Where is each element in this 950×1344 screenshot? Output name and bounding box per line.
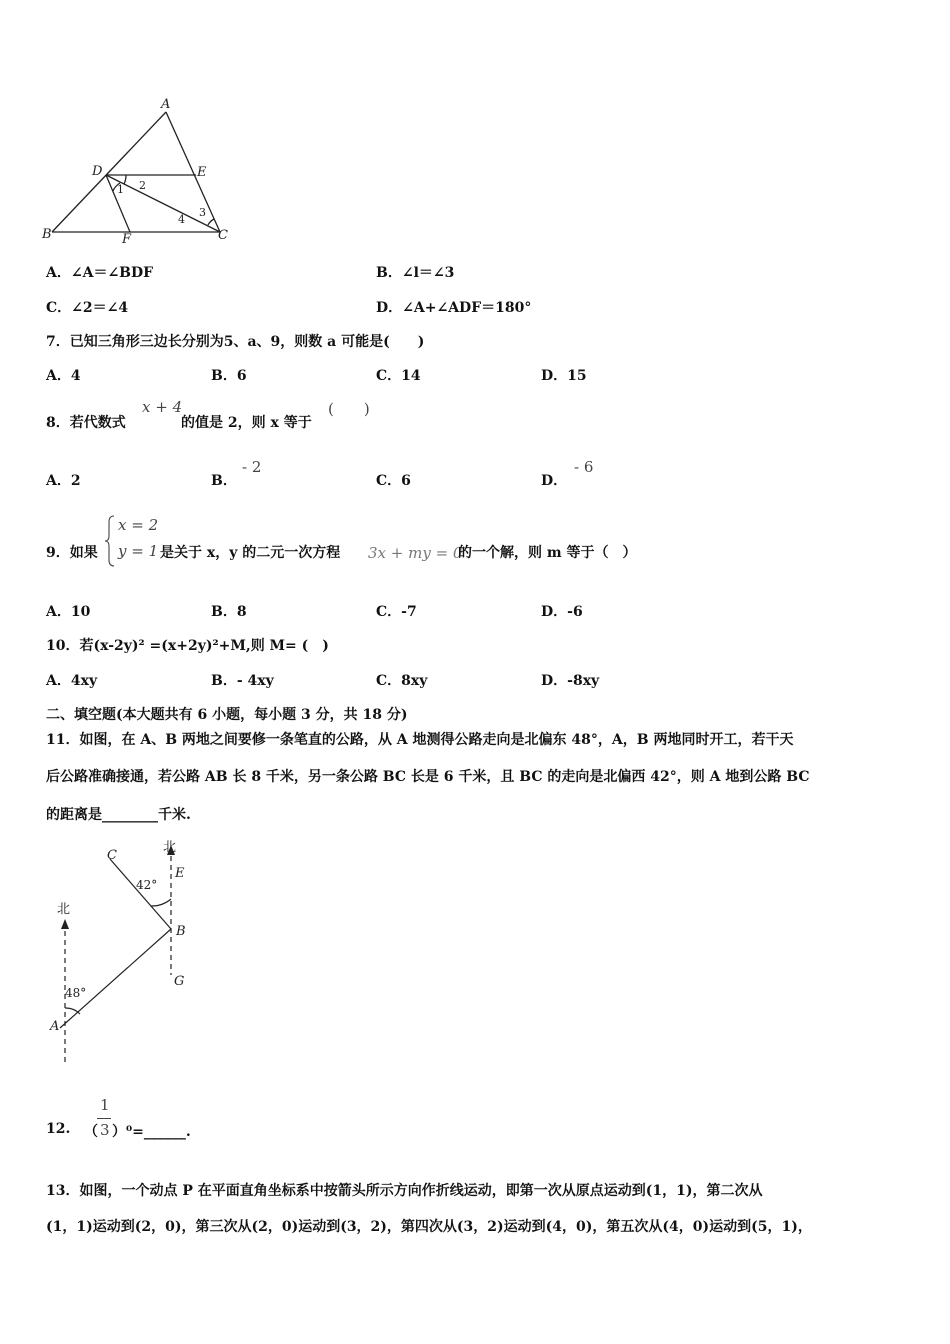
- label-angle-42: 42°: [136, 878, 158, 892]
- label-a: A: [161, 97, 171, 112]
- label-f: F: [122, 232, 132, 247]
- segment-ac: [166, 112, 220, 232]
- q13-line-2: (1，1)运动到(2，0)，第三次从(2，0)运动到(3，2)，第四次从(3，2)运动到(4，0)，第五次从(4，0)运动到(5，1)，: [46, 1219, 812, 1235]
- q10-option-c[interactable]: C．8xy: [376, 673, 428, 689]
- q13-line-1: 13．如图，一个动点 P 在平面直角坐标系中按箭头所示方向作折线运动，即第一次从原点运动到(1，1)，第二次从: [46, 1183, 763, 1199]
- q8-option-d-value: - 6: [574, 458, 594, 476]
- q7-option-a[interactable]: A．4: [46, 368, 81, 384]
- q11-line-3: 的距离是________千米.: [46, 807, 191, 823]
- north-arrow-a: [61, 919, 69, 929]
- q8-option-d[interactable]: D．: [541, 473, 568, 489]
- q9-brace: [104, 514, 116, 568]
- q12-fraction-numerator: 1: [100, 1096, 110, 1114]
- segment-ab: [60, 929, 171, 1028]
- q9-option-d[interactable]: D．-6: [541, 604, 583, 620]
- q6-option-a[interactable]: A．∠A＝∠BDF: [46, 265, 154, 281]
- q6-option-b[interactable]: B．∠l＝∠3: [376, 265, 455, 281]
- label-angle-48: 48°: [65, 986, 87, 1000]
- triangle-figure: [40, 95, 240, 250]
- label-d: D: [92, 164, 103, 179]
- q9-equation-y: y = 1: [118, 542, 159, 560]
- q9-option-a[interactable]: A．10: [46, 604, 91, 620]
- q7-option-c[interactable]: C．14: [376, 368, 421, 384]
- q9-equation-x: x = 2: [118, 516, 159, 534]
- angle-arc-3: [208, 219, 214, 225]
- label-north-1: 北: [57, 902, 71, 917]
- angle-arc-2: [124, 175, 126, 184]
- q7-option-d[interactable]: D．15: [541, 368, 587, 384]
- q12-open-paren: （: [84, 1124, 98, 1140]
- q9-stem-pre: 9．如果: [46, 545, 98, 561]
- label-angle-1: 1: [117, 183, 124, 196]
- label-angle-2: 2: [139, 179, 146, 192]
- q8-paren: ( ): [328, 400, 370, 418]
- q12-fraction-denominator: 3: [100, 1121, 110, 1139]
- q10-stem: 10．若(x-2y)² =(x+2y)²+M,则 M= ( ): [46, 638, 329, 654]
- label-angle-4: 4: [178, 213, 185, 226]
- section-2-heading: 二、填空题(本大题共有 6 小题，每小题 3 分，共 18 分): [46, 707, 408, 723]
- label-b: B: [42, 227, 52, 242]
- label-e: E: [175, 866, 185, 881]
- label-angle-3: 3: [199, 206, 206, 219]
- angle-arc-48: [65, 1008, 80, 1014]
- segment-bc: [110, 859, 171, 929]
- label-c: C: [218, 228, 228, 243]
- q6-option-d[interactable]: D．∠A+∠ADF＝180°: [376, 300, 532, 316]
- q8-stem-post: 的值是 2，则 x 等于: [181, 415, 312, 431]
- q11-line-2: 后公路准确接通，若公路 AB 长 8 千米，另一条公路 BC 长是 6 千米，且 BC 的走向是北偏西 42°，则 A 地到公路 BC: [46, 769, 810, 785]
- q8-option-a[interactable]: A．2: [46, 473, 81, 489]
- q9-stem-post: 的一个解，则 m 等于（ ）: [458, 545, 637, 561]
- q10-option-d[interactable]: D．-8xy: [541, 673, 600, 689]
- q7-stem: 7．已知三角形三边长分别为5、a、9，则数 a 可能是( ): [46, 334, 425, 350]
- bearing-figure: [40, 835, 210, 1070]
- q9-option-c[interactable]: C．-7: [376, 604, 417, 620]
- q12-label: 12.: [46, 1121, 71, 1137]
- q9-option-b[interactable]: B．8: [211, 604, 247, 620]
- q12-close-paren-answer: ）⁰=______.: [112, 1124, 191, 1140]
- q8-option-c[interactable]: C．6: [376, 473, 411, 489]
- label-g: G: [174, 974, 185, 989]
- q9-equation: 3x + my = 0: [368, 544, 463, 562]
- label-a: A: [50, 1019, 60, 1034]
- label-b: B: [176, 924, 186, 939]
- label-c: C: [107, 848, 117, 863]
- q10-option-a[interactable]: A．4xy: [46, 673, 98, 689]
- label-north-2: 北: [163, 840, 177, 855]
- q7-option-b[interactable]: B．6: [211, 368, 247, 384]
- q8-expression: x + 4: [142, 398, 183, 416]
- label-e: E: [197, 165, 207, 180]
- q8-stem-pre: 8．若代数式: [46, 415, 126, 431]
- q11-line-1: 11．如图，在 A、B 两地之间要修一条笔直的公路，从 A 地测得公路走向是北偏东 48°，A，B 两地同时开工，若干天: [46, 732, 794, 748]
- q12-fraction-bar: [97, 1118, 111, 1119]
- segment-ab: [52, 112, 166, 232]
- q6-option-c[interactable]: C．∠2＝∠4: [46, 300, 129, 316]
- q8-option-b[interactable]: B．: [211, 473, 237, 489]
- q9-stem-mid: 是关于 x，y 的二元一次方程: [160, 545, 341, 561]
- angle-arc-42: [151, 899, 171, 906]
- q8-option-b-value: - 2: [242, 458, 262, 476]
- q10-option-b[interactable]: B．- 4xy: [211, 673, 274, 689]
